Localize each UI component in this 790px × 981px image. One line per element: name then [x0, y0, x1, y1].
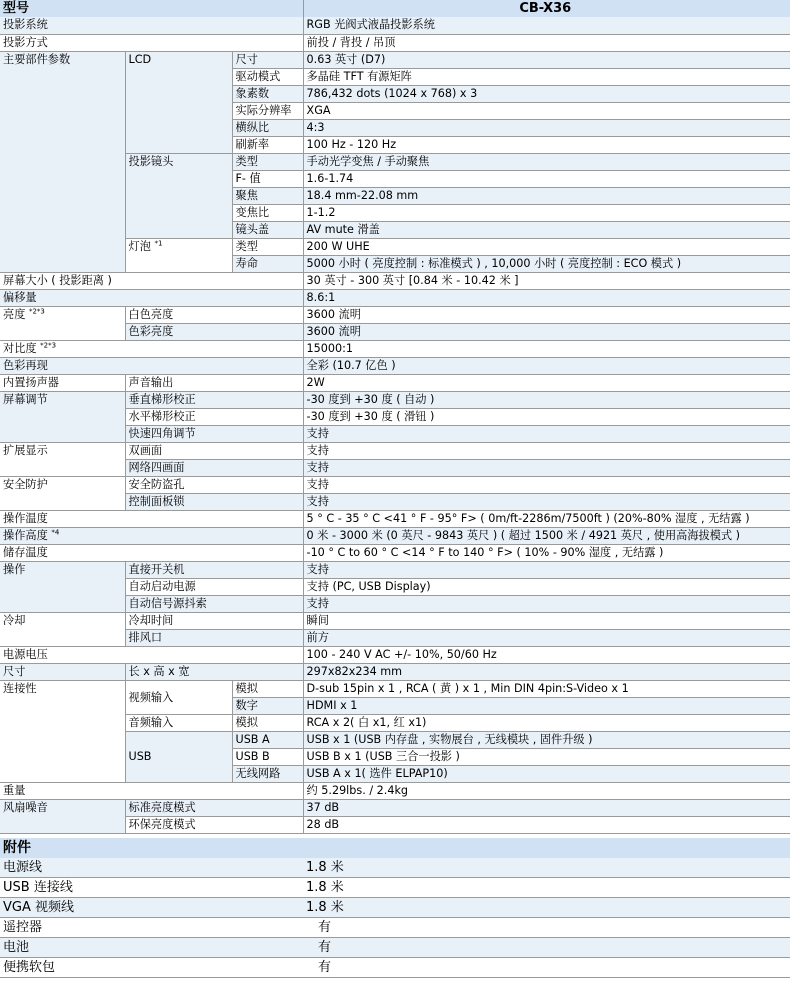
row-value: 1.6-1.74	[303, 170, 790, 187]
sub-label: 网络四画面	[125, 459, 303, 476]
row-label: 安全防护	[0, 476, 125, 510]
row-value: 支持	[303, 442, 790, 459]
sub-label: 色彩亮度	[125, 323, 303, 340]
sub-label: 模拟	[232, 714, 303, 731]
footnote-mark: *2*3	[40, 340, 57, 349]
row-value: 0 米 - 3000 米 (0 英尺 - 9843 英尺 ) ( 超过 1500 米 / 4921 英尺 , 使用高海拔模式 )	[303, 527, 790, 544]
table-row	[0, 561, 790, 578]
table-row	[0, 340, 790, 357]
table-row	[0, 527, 790, 544]
accessory-label: 遥控器	[0, 917, 302, 937]
sub-label: 安全防盗孔	[125, 476, 303, 493]
row-value: 15000:1	[303, 340, 790, 357]
table-row	[0, 374, 790, 391]
row-value: 1-1.2	[303, 204, 790, 221]
row-label: 连接性	[0, 680, 125, 782]
row-value: 支持	[303, 595, 790, 612]
table-row	[0, 51, 790, 68]
list-item	[0, 957, 790, 977]
list-item	[0, 937, 790, 957]
model-label: 型号	[0, 0, 303, 17]
row-value: 100 Hz - 120 Hz	[303, 136, 790, 153]
sub-label: 变焦比	[232, 204, 303, 221]
accessory-value: 1.8 米	[302, 877, 790, 897]
sub-label: 冷却时间	[125, 612, 303, 629]
accessories-title: 附件	[0, 838, 790, 858]
sub-label: 直接开关机	[125, 561, 303, 578]
row-value: 手动光学变焦 / 手动聚焦	[303, 153, 790, 170]
header-row	[0, 0, 790, 17]
table-row	[0, 442, 790, 459]
list-item	[0, 877, 790, 897]
row-label: 偏移量	[0, 289, 303, 306]
row-value: 786,432 dots (1024 x 768) x 3	[303, 85, 790, 102]
accessory-value: 有	[302, 917, 790, 937]
table-row	[0, 272, 790, 289]
accessory-value: 1.8 米	[302, 897, 790, 917]
row-value: XGA	[303, 102, 790, 119]
brightness-label: 亮度	[3, 307, 26, 321]
row-value: 18.4 mm-22.08 mm	[303, 187, 790, 204]
sub-label: 垂直梯形校正	[125, 391, 303, 408]
sub-label: 控制面板锁	[125, 493, 303, 510]
sub-label: 双画面	[125, 442, 303, 459]
row-value: D-sub 15pin x 1 , RCA ( 黄 ) x 1 , Min DIN 4pin:S-Video x 1	[303, 680, 790, 697]
row-value: USB B x 1 (USB 三合一投影 )	[303, 748, 790, 765]
sub-label: 实际分辨率	[232, 102, 303, 119]
table-row	[0, 680, 790, 697]
row-label: 尺寸	[0, 663, 125, 680]
row-value: 全彩 (10.7 亿色 )	[303, 357, 790, 374]
row-value: 支持	[303, 493, 790, 510]
row-value: USB x 1 (USB 内存盘 , 实物展台 , 无线模块 , 固件升级 )	[303, 731, 790, 748]
sub-label: USB A	[232, 731, 303, 748]
list-item	[0, 897, 790, 917]
accessories-table	[0, 858, 790, 978]
sub-label: 白色亮度	[125, 306, 303, 323]
table-row	[0, 612, 790, 629]
row-value: 瞬间	[303, 612, 790, 629]
table-row	[0, 510, 790, 527]
row-value: 37 dB	[303, 799, 790, 816]
accessory-label: USB 连接线	[0, 877, 302, 897]
row-value: USB A x 1( 选件 ELPAP10)	[303, 765, 790, 782]
row-label: 投影方式	[0, 34, 303, 51]
row-value: 支持	[303, 476, 790, 493]
sub-label: 刷新率	[232, 136, 303, 153]
sub-label: 镜头盖	[232, 221, 303, 238]
sub-label: 无线网路	[232, 765, 303, 782]
row-value: 前方	[303, 629, 790, 646]
accessory-label: 电池	[0, 937, 302, 957]
row-value: 5 ° C - 35 ° C <41 ° F - 95° F> ( 0m/ft-2286m/7500ft ) (20%-80% 湿度 , 无结露 )	[303, 510, 790, 527]
sub-label: 数字	[232, 697, 303, 714]
group-label: 音频输入	[125, 714, 232, 731]
row-label: 风扇噪音	[0, 799, 125, 833]
accessory-value: 1.8 米	[302, 858, 790, 878]
table-row	[0, 663, 790, 680]
row-value: 支持 (PC, USB Display)	[303, 578, 790, 595]
row-value: 多晶硅 TFT 有源矩阵	[303, 68, 790, 85]
row-label: 操作	[0, 561, 125, 612]
row-label: 扩展显示	[0, 442, 125, 476]
row-value: 支持	[303, 425, 790, 442]
table-row	[0, 646, 790, 663]
altitude-label: 操作高度	[3, 528, 48, 542]
row-value: 3600 流明	[303, 323, 790, 340]
accessory-value: 有	[302, 937, 790, 957]
group-label: LCD	[125, 51, 232, 153]
sub-label: 水平梯形校正	[125, 408, 303, 425]
group-label: USB	[125, 731, 232, 782]
row-value: 前投 / 背投 / 吊顶	[303, 34, 790, 51]
row-label: 屏幕调节	[0, 391, 125, 442]
row-label: 储存温度	[0, 544, 303, 561]
list-item	[0, 917, 790, 937]
sub-label: 快速四角调节	[125, 425, 303, 442]
row-value: 28 dB	[303, 816, 790, 833]
sub-label: 聚焦	[232, 187, 303, 204]
row-label	[0, 340, 303, 357]
group-label: 投影镜头	[125, 153, 232, 238]
row-value: -30 度到 +30 度 ( 自动 )	[303, 391, 790, 408]
table-row	[0, 306, 790, 323]
sub-label: 长 x 高 x 宽	[125, 663, 303, 680]
row-value: 100 - 240 V AC +/- 10%, 50/60 Hz	[303, 646, 790, 663]
row-value: -30 度到 +30 度 ( 滑钮 )	[303, 408, 790, 425]
sub-label: F- 值	[232, 170, 303, 187]
row-value: 4:3	[303, 119, 790, 136]
sub-label: 尺寸	[232, 51, 303, 68]
row-label: 主要部件参数	[0, 51, 125, 272]
row-label: 电源电压	[0, 646, 303, 663]
row-value: 支持	[303, 459, 790, 476]
row-label: 操作温度	[0, 510, 303, 527]
sub-label: 自动启动电源	[125, 578, 303, 595]
group-label	[125, 238, 232, 272]
row-value: -10 ° C to 60 ° C <14 ° F to 140 ° F> ( 10% - 90% 湿度 , 无结露 )	[303, 544, 790, 561]
sub-label: 象素数	[232, 85, 303, 102]
row-value: 支持	[303, 561, 790, 578]
row-value: RCA x 2( 白 x1, 红 x1)	[303, 714, 790, 731]
sub-label: 类型	[232, 238, 303, 255]
row-label: 投影系统	[0, 17, 303, 34]
sub-label: 寿命	[232, 255, 303, 272]
row-label	[0, 306, 125, 340]
table-row	[0, 289, 790, 306]
accessory-label: 便携软包	[0, 957, 302, 977]
sub-label: 声音输出	[125, 374, 303, 391]
row-label: 色彩再现	[0, 357, 303, 374]
footnote-mark: *4	[51, 527, 60, 536]
list-item	[0, 858, 790, 878]
model-name: CB-X36	[303, 0, 790, 17]
row-value: 5000 小时 ( 亮度控制 : 标准模式 ) , 10,000 小时 ( 亮度控制 : ECO 模式 )	[303, 255, 790, 272]
sub-label: 环保亮度模式	[125, 816, 303, 833]
row-value: AV mute 滑盖	[303, 221, 790, 238]
footnote-mark: *1	[154, 238, 163, 247]
table-row	[0, 476, 790, 493]
contrast-label: 对比度	[3, 341, 37, 355]
lamp-label: 灯泡	[128, 239, 151, 253]
row-value: 0.63 英寸 (D7)	[303, 51, 790, 68]
sub-label: 排风口	[125, 629, 303, 646]
row-label	[0, 527, 303, 544]
table-row	[0, 391, 790, 408]
row-label: 重量	[0, 782, 303, 799]
sub-label: USB B	[232, 748, 303, 765]
table-row	[0, 357, 790, 374]
row-label: 内置扬声器	[0, 374, 125, 391]
row-value: 8.6:1	[303, 289, 790, 306]
row-value: 30 英寸 - 300 英寸 [0.84 米 - 10.42 米 ]	[303, 272, 790, 289]
row-value: HDMI x 1	[303, 697, 790, 714]
table-row	[0, 799, 790, 816]
accessory-value: 有	[302, 957, 790, 977]
accessory-label: 电源线	[0, 858, 302, 878]
row-value: 200 W UHE	[303, 238, 790, 255]
row-label: 冷却	[0, 612, 125, 646]
table-row	[0, 544, 790, 561]
table-row	[0, 782, 790, 799]
row-value: 3600 流明	[303, 306, 790, 323]
sub-label: 驱动模式	[232, 68, 303, 85]
sub-label: 类型	[232, 153, 303, 170]
table-row	[0, 34, 790, 51]
accessory-label: VGA 视频线	[0, 897, 302, 917]
footnote-mark: *2*3	[28, 306, 45, 315]
row-value: 约 5.29lbs. / 2.4kg	[303, 782, 790, 799]
row-value: 297x82x234 mm	[303, 663, 790, 680]
table-row	[0, 17, 790, 34]
row-label: 屏幕大小 ( 投影距离 )	[0, 272, 303, 289]
row-value: 2W	[303, 374, 790, 391]
sub-label: 横纵比	[232, 119, 303, 136]
sub-label: 自动信号源抖索	[125, 595, 303, 612]
row-value: RGB 光阀式液晶投影系统	[303, 17, 790, 34]
sub-label: 标准亮度模式	[125, 799, 303, 816]
group-label: 视频输入	[125, 680, 232, 714]
sub-label: 模拟	[232, 680, 303, 697]
